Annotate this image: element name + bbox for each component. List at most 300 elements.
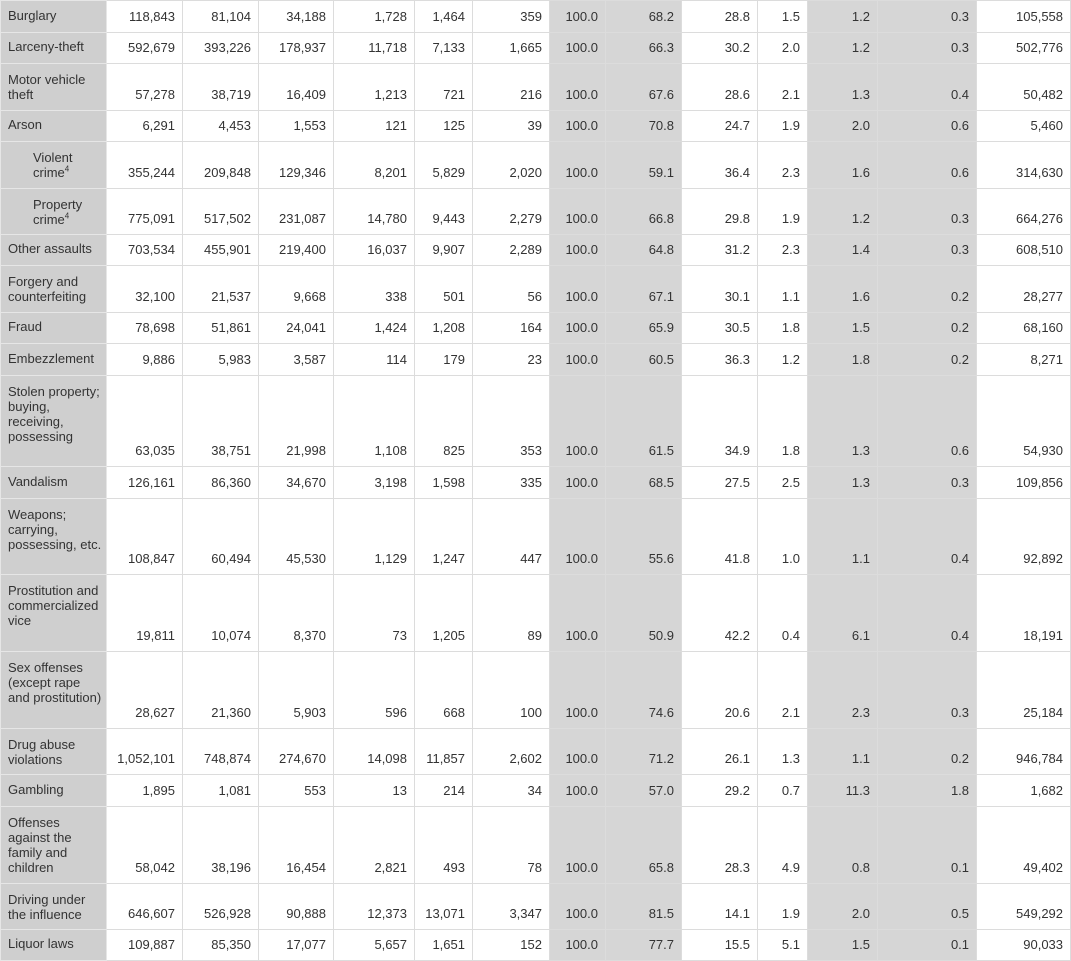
table-cell: 4.9 <box>758 807 808 884</box>
row-label <box>1 467 107 499</box>
table-cell: 68.2 <box>606 1 682 33</box>
table-cell: 1.3 <box>808 467 878 499</box>
table-cell: 8,201 <box>334 142 415 189</box>
table-cell: 55.6 <box>606 499 682 575</box>
row-label <box>1 884 107 930</box>
table-cell: 274,670 <box>259 729 334 775</box>
row-label <box>1 313 107 344</box>
table-cell: 0.6 <box>878 376 977 467</box>
table-cell: 1.2 <box>808 1 878 33</box>
table-cell: 30.2 <box>682 33 758 64</box>
table-row <box>1 33 1071 64</box>
row-label-value: Arson <box>8 117 42 132</box>
table-cell: 1,464 <box>415 1 473 33</box>
table-cell: 100.0 <box>550 729 606 775</box>
table-cell: 38,196 <box>183 807 259 884</box>
row-label-value: Property crime <box>33 197 83 227</box>
table-cell: 71.2 <box>606 729 682 775</box>
row-label-text <box>8 783 64 797</box>
table-cell: 9,443 <box>415 189 473 235</box>
table-cell: 28.8 <box>682 1 758 33</box>
table-cell: 77.7 <box>606 930 682 961</box>
table-cell: 32,100 <box>107 266 183 313</box>
table-cell: 2.3 <box>808 652 878 729</box>
table-cell: 16,037 <box>334 235 415 266</box>
table-cell: 100.0 <box>550 64 606 111</box>
table-cell: 2.0 <box>808 884 878 930</box>
table-cell: 4,453 <box>183 111 259 142</box>
table-row <box>1 884 1071 930</box>
table-cell: 21,998 <box>259 376 334 467</box>
row-label-value: Weapons; carrying, possessing, etc. <box>8 507 102 552</box>
table-cell: 100.0 <box>550 930 606 961</box>
table-cell: 2,289 <box>473 235 550 266</box>
table-cell: 100.0 <box>550 33 606 64</box>
row-label-text <box>33 142 102 180</box>
table-cell: 14.1 <box>682 884 758 930</box>
table-cell: 1,651 <box>415 930 473 961</box>
table-cell: 0.3 <box>878 235 977 266</box>
table-row <box>1 467 1071 499</box>
table-cell: 100.0 <box>550 499 606 575</box>
table-cell: 38,719 <box>183 64 259 111</box>
table-cell: 353 <box>473 376 550 467</box>
row-label <box>1 729 107 775</box>
table-cell: 1.6 <box>808 142 878 189</box>
table-cell: 90,033 <box>977 930 1071 961</box>
footnote-marker: 4 <box>64 164 70 174</box>
table-cell: 517,502 <box>183 189 259 235</box>
table-cell: 129,346 <box>259 142 334 189</box>
table-cell: 19,811 <box>107 575 183 652</box>
table-cell: 3,347 <box>473 884 550 930</box>
table-cell: 6,291 <box>107 111 183 142</box>
table-cell: 12,373 <box>334 884 415 930</box>
table-cell: 1,598 <box>415 467 473 499</box>
table-cell: 355,244 <box>107 142 183 189</box>
table-row <box>1 652 1071 729</box>
table-row <box>1 729 1071 775</box>
table-cell: 1.5 <box>808 930 878 961</box>
row-label-value: Sex offenses (except rape and prostitution) <box>8 660 102 705</box>
row-label <box>1 142 107 189</box>
table-cell: 57.0 <box>606 775 682 807</box>
table-cell: 0.8 <box>808 807 878 884</box>
row-label-value: Driving under the influence <box>8 892 86 922</box>
row-label <box>1 652 107 729</box>
row-label-value: Violent crime <box>33 150 73 180</box>
table-cell: 20.6 <box>682 652 758 729</box>
table-cell: 78,698 <box>107 313 183 344</box>
table-cell: 668 <box>415 652 473 729</box>
table-cell: 1,205 <box>415 575 473 652</box>
table-cell: 1.3 <box>808 64 878 111</box>
table-cell: 38,751 <box>183 376 259 467</box>
table-cell: 1,052,101 <box>107 729 183 775</box>
table-cell: 89 <box>473 575 550 652</box>
table-cell: 66.8 <box>606 189 682 235</box>
table-cell: 27.5 <box>682 467 758 499</box>
table-cell: 0.3 <box>878 33 977 64</box>
table-cell: 25,184 <box>977 652 1071 729</box>
table-row <box>1 266 1071 313</box>
table-row <box>1 313 1071 344</box>
table-cell: 1.3 <box>758 729 808 775</box>
table-cell: 29.8 <box>682 189 758 235</box>
table-cell: 30.5 <box>682 313 758 344</box>
table-cell: 231,087 <box>259 189 334 235</box>
table-cell: 721 <box>415 64 473 111</box>
table-cell: 21,537 <box>183 266 259 313</box>
table-cell: 1.8 <box>758 376 808 467</box>
table-cell: 1.2 <box>808 189 878 235</box>
table-cell: 67.1 <box>606 266 682 313</box>
row-label-value: Liquor laws <box>8 936 74 951</box>
table-cell: 1.4 <box>808 235 878 266</box>
table-row <box>1 235 1071 266</box>
table-cell: 28,277 <box>977 266 1071 313</box>
table-cell: 455,901 <box>183 235 259 266</box>
table-cell: 1.0 <box>758 499 808 575</box>
table-cell: 81,104 <box>183 1 259 33</box>
table-cell: 1,553 <box>259 111 334 142</box>
table-cell: 67.6 <box>606 64 682 111</box>
table-cell: 100.0 <box>550 775 606 807</box>
table-cell: 1.9 <box>758 884 808 930</box>
table-cell: 60,494 <box>183 499 259 575</box>
table-cell: 59.1 <box>606 142 682 189</box>
table-cell: 946,784 <box>977 729 1071 775</box>
table-cell: 2,602 <box>473 729 550 775</box>
table-cell: 100.0 <box>550 313 606 344</box>
table-cell: 5,903 <box>259 652 334 729</box>
row-label <box>1 64 107 111</box>
row-label-text <box>33 189 102 227</box>
table-cell: 31.2 <box>682 235 758 266</box>
table-cell: 63,035 <box>107 376 183 467</box>
row-label <box>1 266 107 313</box>
table-cell: 1.6 <box>808 266 878 313</box>
table-cell: 335 <box>473 467 550 499</box>
table-cell: 214 <box>415 775 473 807</box>
table-row <box>1 1 1071 33</box>
table-row <box>1 111 1071 142</box>
table-cell: 45,530 <box>259 499 334 575</box>
row-label-text <box>8 118 42 132</box>
table-cell: 209,848 <box>183 142 259 189</box>
row-label <box>1 189 107 235</box>
table-cell: 179 <box>415 344 473 376</box>
table-cell: 100.0 <box>550 142 606 189</box>
table-cell: 7,133 <box>415 33 473 64</box>
table-cell: 100 <box>473 652 550 729</box>
table-cell: 2.0 <box>758 33 808 64</box>
table-cell: 501 <box>415 266 473 313</box>
table-cell: 36.3 <box>682 344 758 376</box>
table-cell: 61.5 <box>606 376 682 467</box>
table-cell: 1,208 <box>415 313 473 344</box>
row-label <box>1 1 107 33</box>
table-cell: 493 <box>415 807 473 884</box>
table-cell: 109,887 <box>107 930 183 961</box>
table-cell: 152 <box>473 930 550 961</box>
table-cell: 100.0 <box>550 467 606 499</box>
row-label-text <box>8 352 94 366</box>
table-cell: 1,665 <box>473 33 550 64</box>
table-cell: 16,409 <box>259 64 334 111</box>
table-cell: 100.0 <box>550 266 606 313</box>
table-cell: 0.4 <box>878 64 977 111</box>
row-label-value: Other assaults <box>8 241 92 256</box>
table-cell: 1.3 <box>808 376 878 467</box>
table-cell: 81.5 <box>606 884 682 930</box>
table-cell: 526,928 <box>183 884 259 930</box>
table-cell: 26.1 <box>682 729 758 775</box>
row-label <box>1 235 107 266</box>
row-label-value: Drug abuse violations <box>8 737 76 767</box>
table-cell: 178,937 <box>259 33 334 64</box>
table-cell: 1.9 <box>758 111 808 142</box>
table-cell: 1,247 <box>415 499 473 575</box>
table-cell: 338 <box>334 266 415 313</box>
table-cell: 2.3 <box>758 235 808 266</box>
table-cell: 73 <box>334 575 415 652</box>
row-label-value: Prostitution and commercialized vice <box>8 583 99 628</box>
table-cell: 596 <box>334 652 415 729</box>
table-cell: 121 <box>334 111 415 142</box>
table-cell: 314,630 <box>977 142 1071 189</box>
row-label <box>1 499 107 575</box>
table-cell: 29.2 <box>682 775 758 807</box>
table-cell: 100.0 <box>550 189 606 235</box>
table-cell: 0.2 <box>878 266 977 313</box>
table-cell: 100.0 <box>550 884 606 930</box>
row-label-text <box>8 807 102 875</box>
table-cell: 60.5 <box>606 344 682 376</box>
table-cell: 57,278 <box>107 64 183 111</box>
table-cell: 1,213 <box>334 64 415 111</box>
table-cell: 42.2 <box>682 575 758 652</box>
table-cell: 0.6 <box>878 111 977 142</box>
table-cell: 125 <box>415 111 473 142</box>
table-cell: 549,292 <box>977 884 1071 930</box>
table-cell: 5,460 <box>977 111 1071 142</box>
table-cell: 1.8 <box>758 313 808 344</box>
table-cell: 9,668 <box>259 266 334 313</box>
table-cell: 9,886 <box>107 344 183 376</box>
table-cell: 109,856 <box>977 467 1071 499</box>
table-cell: 502,776 <box>977 33 1071 64</box>
table-cell: 41.8 <box>682 499 758 575</box>
table-row <box>1 930 1071 961</box>
table-cell: 17,077 <box>259 930 334 961</box>
table-cell: 9,907 <box>415 235 473 266</box>
table-cell: 16,454 <box>259 807 334 884</box>
table-cell: 2.1 <box>758 652 808 729</box>
table-cell: 54,930 <box>977 376 1071 467</box>
row-label <box>1 344 107 376</box>
table-cell: 1,728 <box>334 1 415 33</box>
table-cell: 1.2 <box>808 33 878 64</box>
table-cell: 3,198 <box>334 467 415 499</box>
row-label-value: Motor vehicle theft <box>8 72 86 102</box>
table-cell: 1.5 <box>808 313 878 344</box>
table-cell: 8,370 <box>259 575 334 652</box>
table-cell: 100.0 <box>550 807 606 884</box>
table-cell: 1,895 <box>107 775 183 807</box>
table-cell: 23 <box>473 344 550 376</box>
row-label <box>1 807 107 884</box>
table-cell: 30.1 <box>682 266 758 313</box>
table-cell: 3,587 <box>259 344 334 376</box>
table-cell: 2,020 <box>473 142 550 189</box>
row-label-text <box>8 64 102 102</box>
table-cell: 0.2 <box>878 729 977 775</box>
table-cell: 100.0 <box>550 652 606 729</box>
table-cell: 49,402 <box>977 807 1071 884</box>
table-row <box>1 189 1071 235</box>
table-cell: 105,558 <box>977 1 1071 33</box>
table-cell: 11.3 <box>808 775 878 807</box>
table-cell: 92,892 <box>977 499 1071 575</box>
row-label-text <box>8 652 102 705</box>
row-label-text <box>8 729 102 767</box>
table-cell: 1,108 <box>334 376 415 467</box>
row-label-text <box>8 475 68 489</box>
table-cell: 164 <box>473 313 550 344</box>
table-cell: 100.0 <box>550 235 606 266</box>
table-cell: 0.1 <box>878 807 977 884</box>
row-label-text <box>8 499 102 552</box>
table-cell: 34,188 <box>259 1 334 33</box>
table-cell: 5.1 <box>758 930 808 961</box>
table-cell: 100.0 <box>550 1 606 33</box>
table-cell: 5,657 <box>334 930 415 961</box>
table-cell: 0.3 <box>878 652 977 729</box>
row-label <box>1 575 107 652</box>
table-cell: 592,679 <box>107 33 183 64</box>
table-cell: 14,780 <box>334 189 415 235</box>
table-cell: 65.9 <box>606 313 682 344</box>
table-row <box>1 807 1071 884</box>
table-cell: 825 <box>415 376 473 467</box>
table-cell: 553 <box>259 775 334 807</box>
row-label-text <box>8 40 84 54</box>
table-cell: 0.4 <box>878 499 977 575</box>
table-cell: 34.9 <box>682 376 758 467</box>
table-cell: 126,161 <box>107 467 183 499</box>
table-row <box>1 499 1071 575</box>
row-label-value: Vandalism <box>8 474 68 489</box>
row-label <box>1 33 107 64</box>
table-cell: 359 <box>473 1 550 33</box>
table-cell: 1.1 <box>808 499 878 575</box>
table-cell: 1.5 <box>758 1 808 33</box>
table-cell: 34 <box>473 775 550 807</box>
table-cell: 74.6 <box>606 652 682 729</box>
table-cell: 28,627 <box>107 652 183 729</box>
table-cell: 1.8 <box>808 344 878 376</box>
table-cell: 216 <box>473 64 550 111</box>
row-label-value: Fraud <box>8 319 42 334</box>
table-cell: 58,042 <box>107 807 183 884</box>
table-cell: 2.1 <box>758 64 808 111</box>
table-cell: 1,129 <box>334 499 415 575</box>
table-cell: 1,682 <box>977 775 1071 807</box>
table-cell: 646,607 <box>107 884 183 930</box>
table-cell: 1.1 <box>808 729 878 775</box>
table-cell: 24.7 <box>682 111 758 142</box>
table-cell: 748,874 <box>183 729 259 775</box>
table-cell: 28.6 <box>682 64 758 111</box>
table-row <box>1 376 1071 467</box>
table-cell: 2,821 <box>334 807 415 884</box>
table-cell: 0.2 <box>878 313 977 344</box>
table-cell: 118,843 <box>107 1 183 33</box>
table-row <box>1 344 1071 376</box>
table-cell: 13 <box>334 775 415 807</box>
table-cell: 24,041 <box>259 313 334 344</box>
table-cell: 11,718 <box>334 33 415 64</box>
table-cell: 219,400 <box>259 235 334 266</box>
table-cell: 0.1 <box>878 930 977 961</box>
row-label <box>1 376 107 467</box>
table-cell: 0.3 <box>878 1 977 33</box>
row-label-text <box>8 266 102 304</box>
footnote-marker: 4 <box>64 211 70 221</box>
table-cell: 100.0 <box>550 111 606 142</box>
table-cell: 0.4 <box>758 575 808 652</box>
table-cell: 447 <box>473 499 550 575</box>
table-cell: 21,360 <box>183 652 259 729</box>
table-cell: 14,098 <box>334 729 415 775</box>
table-cell: 5,983 <box>183 344 259 376</box>
table-cell: 1.9 <box>758 189 808 235</box>
row-label-value: Larceny-theft <box>8 39 84 54</box>
table-cell: 90,888 <box>259 884 334 930</box>
table-cell: 0.3 <box>878 467 977 499</box>
row-label-text <box>8 242 92 256</box>
table-cell: 703,534 <box>107 235 183 266</box>
table-cell: 34,670 <box>259 467 334 499</box>
table-cell: 0.6 <box>878 142 977 189</box>
table-cell: 775,091 <box>107 189 183 235</box>
table-cell: 68.5 <box>606 467 682 499</box>
table-cell: 0.4 <box>878 575 977 652</box>
table-cell: 70.8 <box>606 111 682 142</box>
row-label <box>1 930 107 961</box>
table-cell: 39 <box>473 111 550 142</box>
table-cell: 51,861 <box>183 313 259 344</box>
row-label-text <box>8 884 102 922</box>
table-cell: 393,226 <box>183 33 259 64</box>
table-cell: 64.8 <box>606 235 682 266</box>
table-cell: 6.1 <box>808 575 878 652</box>
table-cell: 2,279 <box>473 189 550 235</box>
table-cell: 78 <box>473 807 550 884</box>
row-label-text <box>8 575 102 628</box>
row-label-text <box>8 9 56 23</box>
row-label <box>1 775 107 807</box>
row-label-text <box>8 376 102 444</box>
table-cell: 11,857 <box>415 729 473 775</box>
table-cell: 0.7 <box>758 775 808 807</box>
table-cell: 100.0 <box>550 344 606 376</box>
table-cell: 86,360 <box>183 467 259 499</box>
table-cell: 2.3 <box>758 142 808 189</box>
table-cell: 1.8 <box>878 775 977 807</box>
table-cell: 15.5 <box>682 930 758 961</box>
